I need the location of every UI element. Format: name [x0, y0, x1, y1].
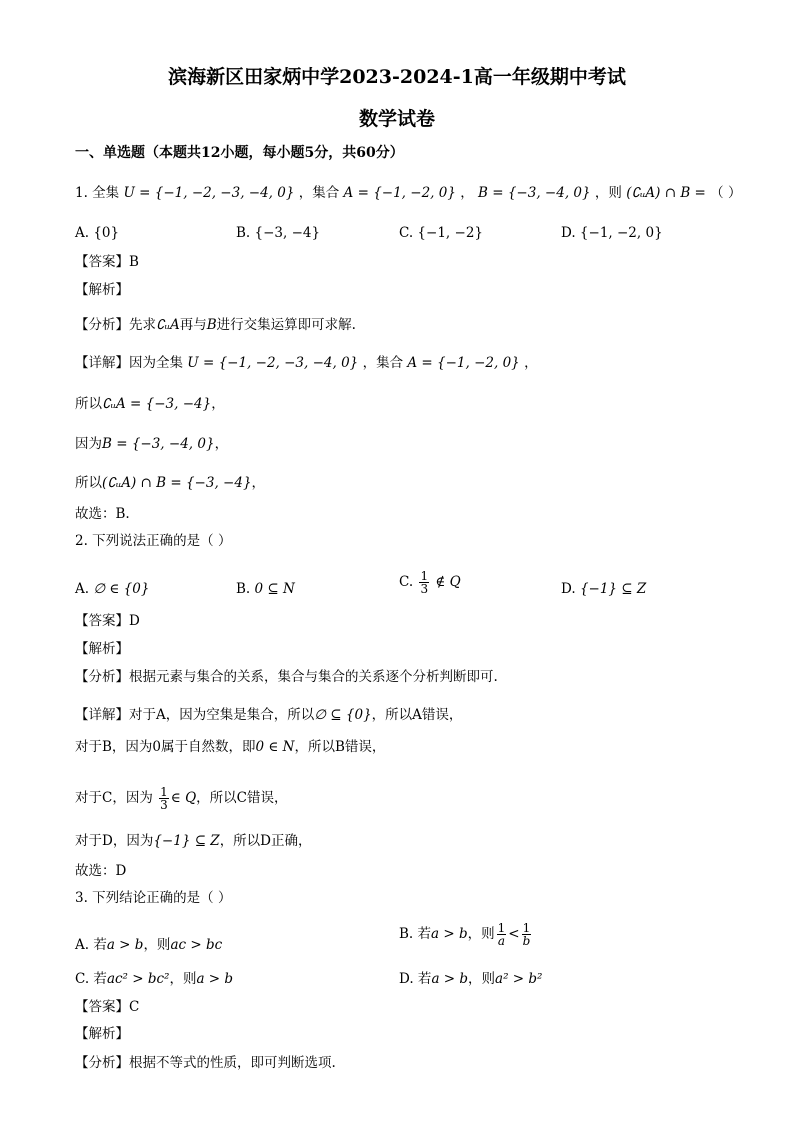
detail-text: ，所以D正确， — [219, 833, 312, 849]
option-text: ，则 — [143, 937, 171, 953]
q2-detail-2 — [75, 738, 385, 756]
q1-detail-text: ，集合 — [362, 355, 404, 371]
q3-option-c — [75, 970, 233, 988]
q2-conclusion: 故选：D — [75, 863, 127, 879]
q1-step-2 — [75, 435, 228, 453]
option-text: ，则 — [467, 926, 495, 942]
q1-fenxi-math: B — [206, 317, 217, 333]
q1-stem — [75, 184, 741, 202]
fraction-denominator: 3 — [420, 582, 429, 596]
q1-step-text: 因为 — [75, 436, 102, 452]
q1-stem-text: 1. 全集 — [75, 185, 120, 201]
detail-math: {−1} ⊆ Z — [153, 833, 220, 849]
q1-set-a: A = {−1, −2, 0} — [343, 185, 456, 201]
detail-math: ∅ ⊆ {0} — [314, 707, 372, 723]
detail-text: ，所以B错误， — [294, 739, 386, 755]
q1-fenxi-text: 进行交集运算即可求解. — [216, 317, 356, 333]
option-text: B. 若 — [399, 926, 432, 942]
option-text: ，则 — [468, 971, 496, 987]
q1-detail — [75, 354, 538, 372]
q1-step-text: ， — [251, 475, 266, 491]
q2-option-c — [399, 570, 461, 595]
fraction-numerator: 1 — [497, 921, 506, 935]
q1-stem-text: ，集合 — [298, 185, 340, 201]
option-text: D. 若 — [399, 971, 432, 987]
q1-stem-text: ，则 — [594, 185, 622, 201]
q2-fenxi: 【分析】根据元素与集合的关系，集合与集合的关系逐个分析判断即可. — [75, 669, 498, 685]
q1-step-math: (∁ᵤA) ∩ B = {−3, −4} — [102, 475, 252, 491]
q2-stem: 2. 下列说法正确的是（ ） — [75, 533, 232, 549]
fraction-denominator: b — [522, 934, 531, 948]
q3-fenxi: 【分析】根据不等式的性质，即可判断选项. — [75, 1055, 336, 1071]
q1-stem-text: ， — [460, 185, 474, 201]
q1-set-b: B = {−3, −4, 0} — [478, 185, 591, 201]
q2-detail-3 — [75, 786, 287, 811]
q1-set-u: U = {−1, −2, −3, −4, 0} — [123, 185, 295, 201]
q1-fenxi-text: 再与 — [179, 317, 207, 333]
fraction-denominator: 3 — [160, 798, 168, 812]
exam-subtitle: 数学试卷 — [358, 108, 435, 130]
q1-detail-text: ， — [524, 355, 538, 371]
q2-detail-1 — [75, 706, 462, 724]
q2-option-d — [561, 580, 646, 598]
fraction — [522, 922, 532, 947]
q3-answer: 【答案】C — [75, 999, 140, 1015]
detail-text: ，所以A错误， — [371, 707, 463, 723]
q1-expression: (∁ᵤA) ∩ B = — [626, 185, 706, 201]
fraction — [497, 922, 507, 947]
section-heading: 一、单选题（本题共12小题，每小题5分，共60分） — [75, 145, 404, 161]
q1-fenxi-text: 【分析】先求 — [75, 317, 156, 333]
q1-detail-text: 【详解】因为全集 — [75, 355, 183, 371]
q1-detail-math: U = {−1, −2, −3, −4, 0} — [187, 355, 359, 371]
option-text: ，则 — [169, 971, 197, 987]
q1-step-math: ∁ᵤA = {−3, −4} — [102, 396, 212, 412]
option-math: < — [508, 926, 520, 942]
q3-option-b — [399, 922, 533, 947]
q2-analysis-tag: 【解析】 — [75, 641, 129, 657]
option-math: a > b — [196, 971, 234, 987]
q1-step-3 — [75, 474, 265, 492]
option-text: C. 若 — [75, 971, 107, 987]
q1-answer: 【答案】B — [75, 254, 139, 270]
option-label: D. — [561, 581, 576, 597]
q1-step-1 — [75, 395, 225, 413]
q1-conclusion: 故选：B. — [75, 506, 130, 522]
fraction-numerator: 1 — [160, 785, 168, 799]
option-math: ∉ Q — [435, 574, 461, 590]
q1-option-b: B. {−3, −4} — [236, 225, 321, 241]
q2-option-a — [75, 580, 149, 598]
detail-text: 对于B，因为0属于自然数，即 — [75, 739, 256, 755]
q1-option-c: C. {−1, −2} — [399, 225, 483, 241]
q1-detail-math: A = {−1, −2, 0} — [407, 355, 520, 371]
detail-text: 【详解】对于A，因为空集是集合，所以 — [75, 707, 315, 723]
option-math: ac² > bc² — [106, 971, 170, 987]
option-label: B. — [236, 581, 251, 597]
q1-step-text: 所以 — [75, 396, 102, 412]
option-math: a > b — [106, 937, 144, 953]
q1-option-a: A. {0} — [75, 225, 120, 241]
detail-text: 对于C，因为 — [75, 790, 153, 806]
q1-step-text: ， — [214, 436, 229, 452]
q1-answer-paren: （ ） — [710, 185, 742, 201]
option-text: A. 若 — [75, 937, 107, 953]
option-label: A. — [75, 581, 90, 597]
fraction-numerator: 1 — [420, 569, 429, 583]
detail-math: 0 ∈ N — [255, 739, 295, 755]
q2-detail-4 — [75, 832, 312, 850]
fraction-denominator: a — [497, 934, 505, 948]
option-math: a > b — [431, 926, 468, 942]
detail-math: ∈ Q — [170, 790, 197, 806]
q1-step-text: 所以 — [75, 475, 102, 491]
q1-fenxi-math: ∁ᵤA — [156, 317, 180, 333]
q2-answer: 【答案】D — [75, 613, 140, 629]
option-math: 0 ⊆ N — [254, 581, 295, 597]
q3-option-d — [399, 970, 542, 988]
q1-option-d: D. {−1, −2, 0} — [561, 225, 663, 241]
q3-option-a — [75, 936, 222, 954]
detail-text: 对于D，因为 — [75, 833, 154, 849]
option-label: C. — [399, 574, 414, 590]
option-math: a > b — [431, 971, 469, 987]
q1-step-math: B = {−3, −4, 0} — [102, 436, 215, 452]
fraction-numerator: 1 — [522, 921, 531, 935]
exam-title: 滨海新区田家炳中学2023-2024-1高一年级期中考试 — [168, 66, 626, 88]
detail-text: ，所以C错误， — [196, 790, 288, 806]
fraction — [419, 570, 429, 595]
option-math: a² > b² — [495, 971, 543, 987]
option-math: ∅ ∈ {0} — [93, 581, 150, 597]
fraction — [159, 786, 169, 811]
q2-option-b — [236, 580, 295, 598]
q3-analysis-tag: 【解析】 — [75, 1026, 129, 1042]
option-math: ac > bc — [170, 937, 223, 953]
q1-step-text: ， — [211, 396, 225, 412]
q3-stem: 3. 下列结论正确的是（ ） — [75, 890, 232, 906]
q1-analysis-tag: 【解析】 — [75, 282, 129, 298]
q1-fenxi — [75, 316, 356, 334]
option-math: {−1} ⊆ Z — [579, 581, 647, 597]
